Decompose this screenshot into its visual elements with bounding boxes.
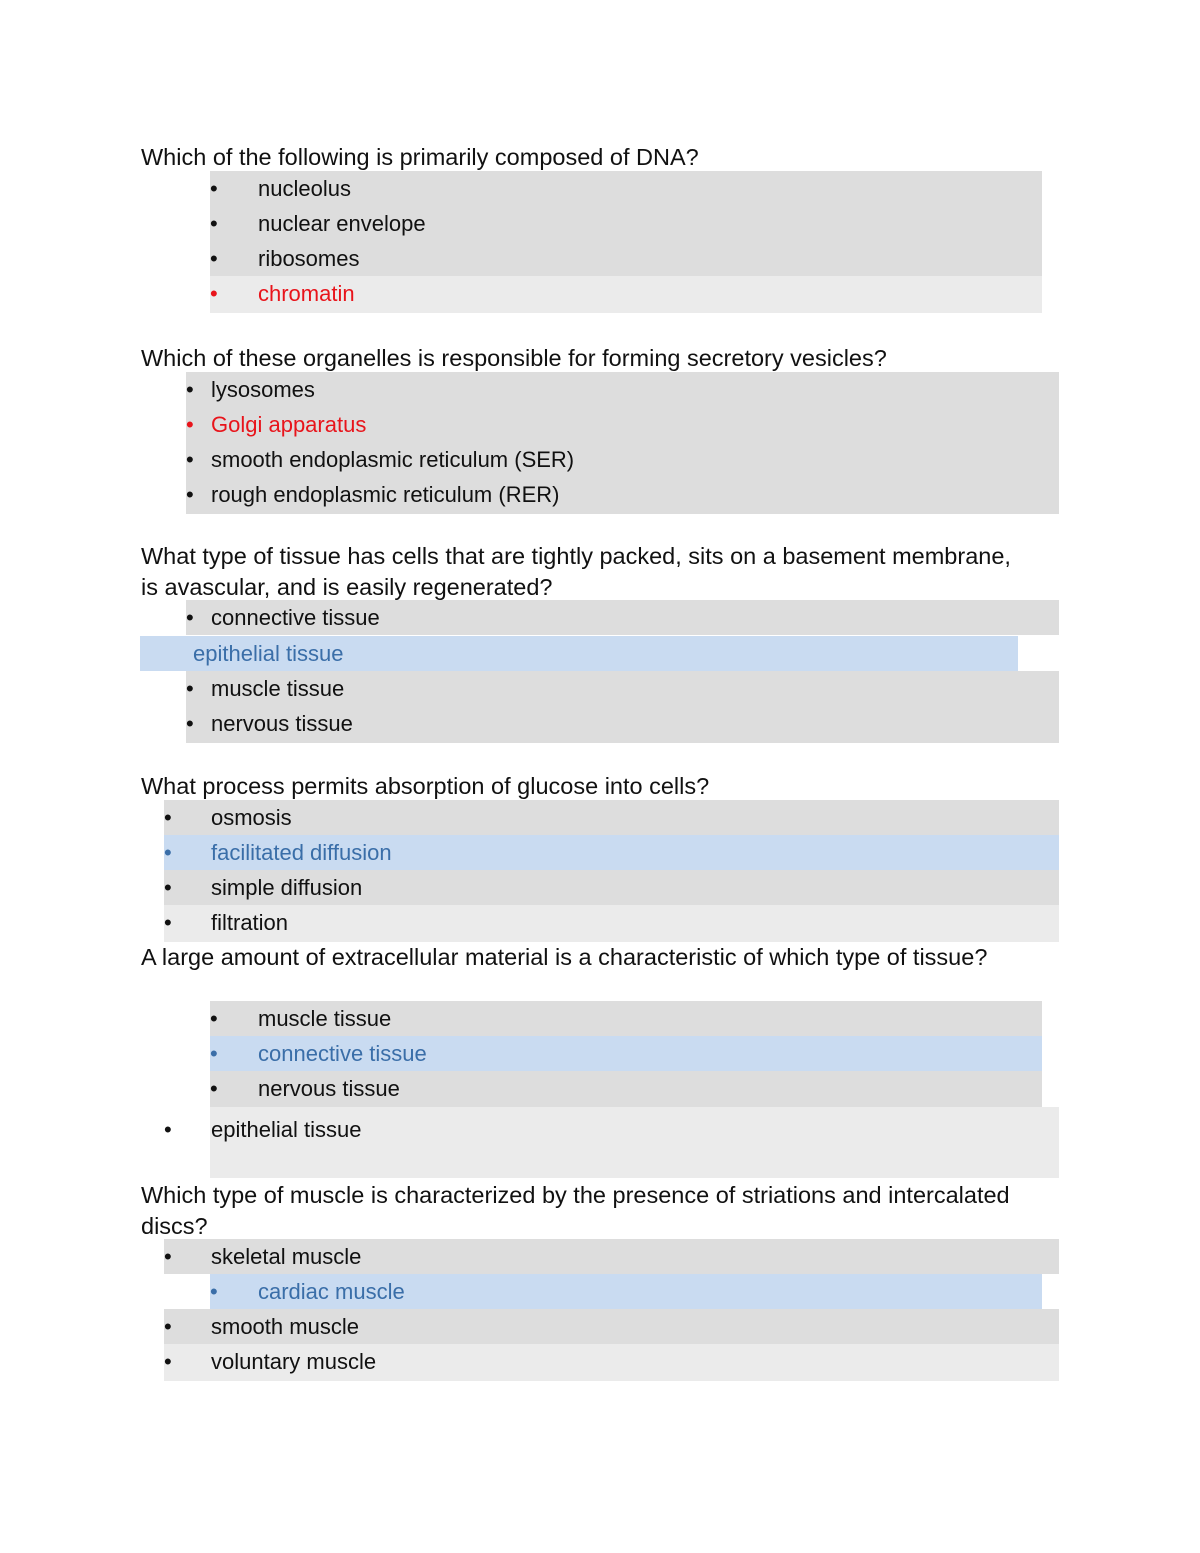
q1-option-1[interactable] bbox=[210, 171, 1042, 206]
q5-option-1[interactable] bbox=[210, 1001, 1042, 1036]
option-label: connective tissue bbox=[258, 1041, 427, 1066]
q2-option-1[interactable] bbox=[186, 372, 1059, 407]
q4-option-2-correct[interactable] bbox=[164, 835, 1059, 870]
option-label: smooth endoplasmic reticulum (SER) bbox=[211, 447, 575, 472]
option-label: smooth muscle bbox=[211, 1314, 359, 1339]
option-label: nuclear envelope bbox=[258, 211, 426, 236]
q1-option-2[interactable] bbox=[210, 206, 1042, 241]
q4-option-1[interactable] bbox=[164, 800, 1059, 835]
bullet: • bbox=[210, 1006, 218, 1031]
option-label: nervous tissue bbox=[211, 711, 353, 736]
question-6: Which type of muscle is characterized by the presence of striations and intercalated discs? bbox=[141, 1182, 1010, 1239]
option-label: simple diffusion bbox=[211, 875, 363, 900]
q6-option-2-correct[interactable] bbox=[210, 1274, 1042, 1309]
q2-option-2-correct[interactable] bbox=[186, 407, 1059, 442]
q2-option-3[interactable] bbox=[186, 442, 1059, 477]
option-label: muscle tissue bbox=[211, 676, 345, 701]
bullet: • bbox=[164, 910, 172, 935]
option-label: skeletal muscle bbox=[211, 1244, 362, 1269]
option-label: filtration bbox=[211, 910, 289, 935]
q1-option-3[interactable] bbox=[210, 241, 1042, 276]
option-label: muscle tissue bbox=[258, 1006, 392, 1031]
q5-option-4[interactable] bbox=[164, 1112, 1059, 1147]
option-label: epithelial tissue bbox=[193, 641, 344, 666]
bullet: • bbox=[164, 1349, 172, 1374]
bullet: • bbox=[186, 605, 194, 630]
option-label: voluntary muscle bbox=[211, 1349, 377, 1374]
q3-option-2-correct[interactable] bbox=[140, 636, 1018, 671]
question-5: A large amount of extracellular material is a characteristic of which type of tissue? bbox=[141, 944, 988, 970]
q6-option-4[interactable] bbox=[164, 1344, 1059, 1381]
question-2: Which of these organelles is responsible for forming secretory vesicles? bbox=[141, 345, 887, 371]
bullet: • bbox=[186, 412, 194, 437]
q5-option-2-correct[interactable] bbox=[210, 1036, 1042, 1071]
option-label: Golgi apparatus bbox=[211, 412, 367, 437]
q4-option-3[interactable] bbox=[164, 870, 1059, 905]
bullet: • bbox=[186, 447, 194, 472]
option-label: lysosomes bbox=[211, 377, 315, 402]
bullet: • bbox=[186, 676, 194, 701]
option-label: rough endoplasmic reticulum (RER) bbox=[211, 482, 560, 507]
q3-option-1[interactable] bbox=[186, 600, 1059, 635]
bullet: • bbox=[164, 1244, 172, 1269]
q3-option-4[interactable] bbox=[186, 706, 1059, 743]
question-4: What process permits absorption of glucose into cells? bbox=[141, 773, 710, 799]
option-label: chromatin bbox=[258, 281, 355, 306]
bullet: • bbox=[164, 1117, 172, 1142]
option-label: osmosis bbox=[211, 805, 292, 830]
bullet: • bbox=[210, 246, 218, 271]
bullet: • bbox=[210, 211, 218, 236]
option-label: ribosomes bbox=[258, 246, 360, 271]
q3-option-3[interactable] bbox=[186, 671, 1059, 706]
question-1: Which of the following is primarily composed of DNA? bbox=[141, 144, 699, 170]
q1-option-4-correct[interactable] bbox=[210, 276, 1042, 313]
q4-option-4[interactable] bbox=[164, 905, 1059, 942]
q6-option-1[interactable] bbox=[164, 1239, 1059, 1274]
bullet: • bbox=[210, 1279, 218, 1304]
bullet: • bbox=[164, 1314, 172, 1339]
option-label: facilitated diffusion bbox=[211, 840, 392, 865]
bullet: • bbox=[210, 281, 218, 306]
bullet: • bbox=[186, 711, 194, 736]
bullet: • bbox=[210, 176, 218, 201]
bullet: • bbox=[186, 482, 194, 507]
option-label: nucleolus bbox=[258, 176, 351, 201]
option-label: nervous tissue bbox=[258, 1076, 400, 1101]
bullet: • bbox=[164, 840, 172, 865]
bullet: • bbox=[164, 805, 172, 830]
bullet: • bbox=[210, 1076, 218, 1101]
bullet: • bbox=[186, 377, 194, 402]
q5-option-3[interactable] bbox=[210, 1071, 1042, 1107]
option-label: cardiac muscle bbox=[258, 1279, 405, 1304]
question-3: What type of tissue has cells that are tightly packed, sits on a basement membrane, is avascular, and is easily regenerated? bbox=[141, 543, 1011, 600]
option-label: epithelial tissue bbox=[211, 1117, 362, 1142]
bullet: • bbox=[164, 875, 172, 900]
q6-option-3[interactable] bbox=[164, 1309, 1059, 1344]
q2-option-4[interactable] bbox=[186, 477, 1059, 514]
bullet: • bbox=[210, 1041, 218, 1066]
option-label: connective tissue bbox=[211, 605, 380, 630]
